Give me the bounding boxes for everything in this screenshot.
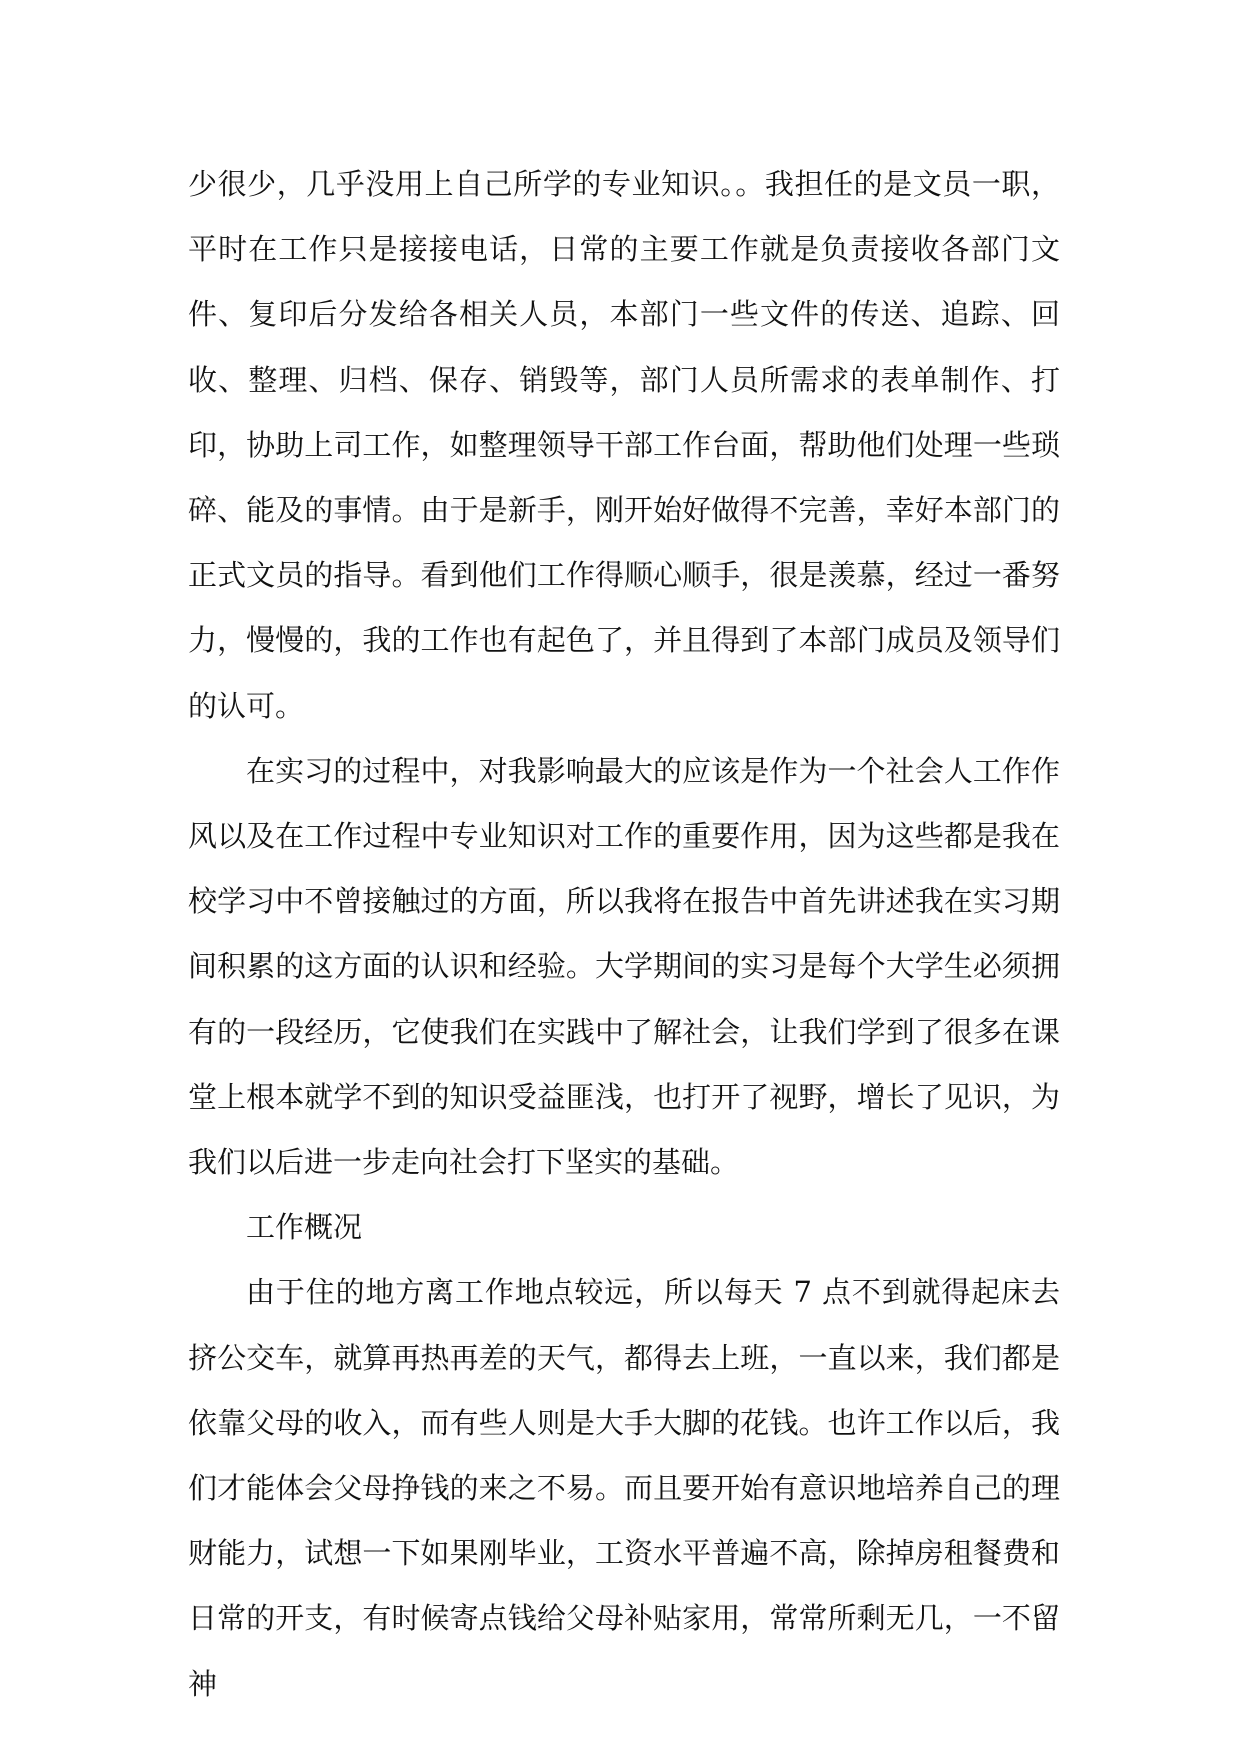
- document-body: [188, 152, 1060, 1717]
- paragraph-internship-impact: 在实习的过程中，对我影响最大的应该是作为一个社会人工作作风以及在工作过程中专业知识对工作的重要作用，因为这些都是我在校学习中不曾接触过的方面，所以我将在报告中首先讲述我在实习期间积累的这方面的认识和经验。大学期间的实习是每个大学生必须拥有的一段经历，它使我们在实践中了解社会，让我们学到了很多在课堂上根本就学不到的知识受益匪浅，也打开了视野，增长了见识，为我们以后进一步走向社会打下坚实的基础。: [188, 753, 1060, 1180]
- paragraph-commute-finances: 由于住的地方离工作地点较远，所以每天 7 点不到就得起床去挤公交车，就算再热再差的天气，都得去上班，一直以来，我们都是依靠父母的收入，而有些人则是大手大脚的花钱。也许工作以后，我们才能体会父母挣钱的来之不易。而且要开始有意识地培养自己的理财能力，试想一下如果刚毕业，工资水平普遍不高，除掉房租餐费和日常的开支，有时候寄点钱给父母补贴家用，常常所剩无几，一不留神: [188, 1275, 1060, 1701]
- section-heading-work-overview: 工作概况: [246, 1210, 363, 1245]
- paragraph-continuation: 少很少，几乎没用上自己所学的专业知识。。我担任的是文员一职，平时在工作只是接接电话，日常的主要工作就是负责接收各部门文件、复印后分发给各相关人员，本部门一些文件的传送、追踪、回收、整理、归档、保存、销毁等，部门人员所需求的表单制作、打印，协助上司工作，如整理领导干部工作台面，帮助他们处理一些琐碎、能及的事情。由于是新手，刚开始好做得不完善，幸好本部门的正式文员的指导。看到他们工作得顺心顺手，很是羡慕，经过一番努力，慢慢的，我的工作也有起色了，并且得到了本部门成员及领导们的认可。: [188, 167, 1060, 723]
